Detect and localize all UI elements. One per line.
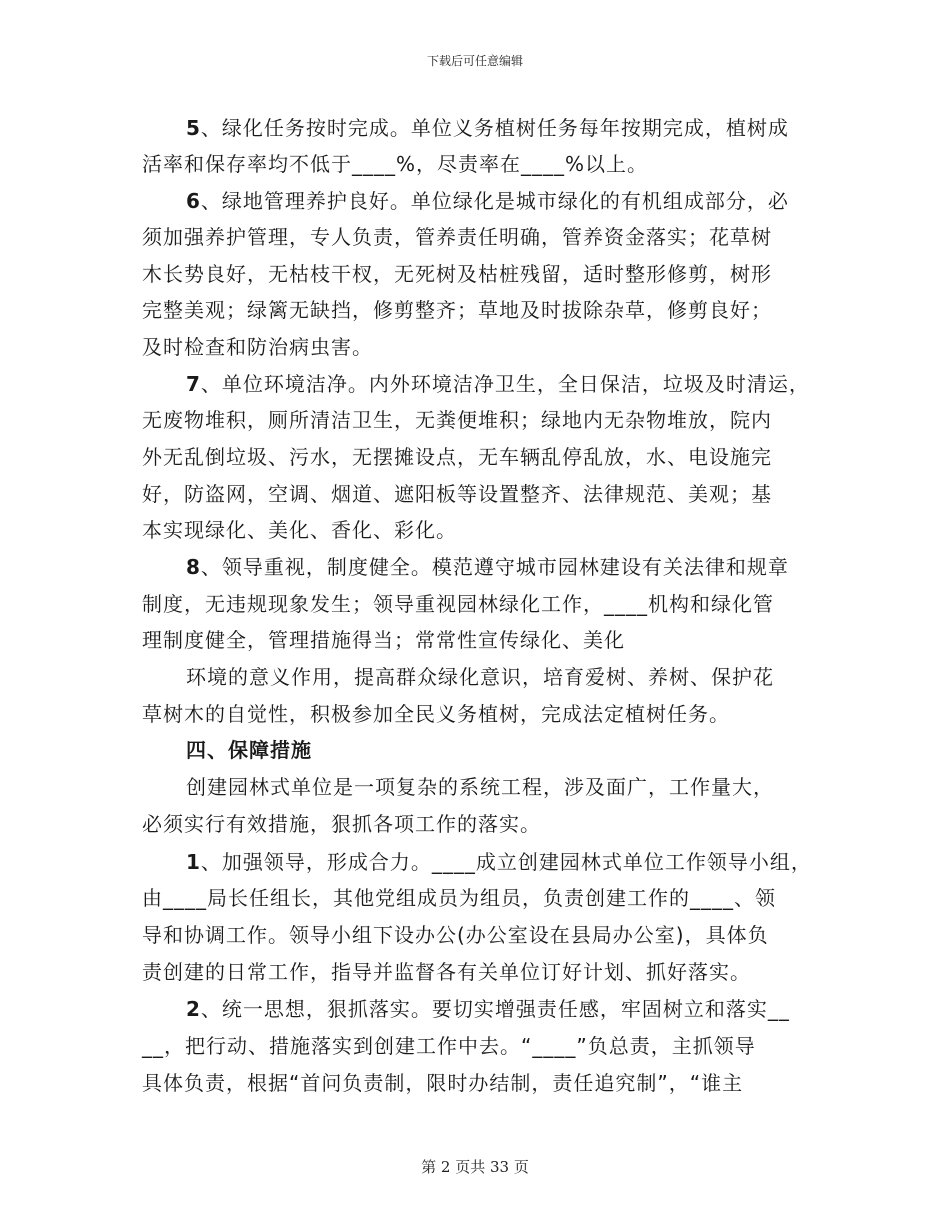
paragraph-line: 环境的意义作用，提高群众绿化意识，培育爱树、养树、保护花 xyxy=(186,665,774,689)
paragraph-line: 理制度健全，管理措施得当；常常性宣传绿化、美化 xyxy=(142,628,625,652)
paragraph-line: 外无乱倒垃圾、污水，无摆摊设点，无车辆乱停乱放，水、电设施完 xyxy=(142,445,772,469)
paragraph-line: 活率和保存率均不低于____%，尽责率在____%以上。 xyxy=(142,152,649,176)
paragraph-line: 好，防盗网，空调、烟道、遮阳板等设置整齐、法律规范、美观；基 xyxy=(142,482,772,506)
paragraph-line: 必须实行有效措施，狠抓各项工作的落实。 xyxy=(142,812,541,836)
paragraph-line: 导和协调工作。领导小组下设办公(办公室设在县局办公室)，具体负 xyxy=(142,923,769,947)
paragraph-line: 7、单位环境洁净。内外环境洁净卫生，全日保洁，垃圾及时清运， xyxy=(186,372,810,396)
paragraph-line: 须加强养护管理，专人负责，管养责任明确，管养资金落实；花草树 xyxy=(142,225,772,249)
paragraph-line: 木长势良好，无枯枝干杈，无死树及枯桩残留，适时整形修剪，树形 xyxy=(142,262,772,286)
paragraph-line: 无废物堆积，厕所清洁卫生，无粪便堆积；绿地内无杂物堆放，院内 xyxy=(142,408,772,432)
paragraph-line: 5、绿化任务按时完成。单位义务植树任务每年按期完成，植树成 xyxy=(186,116,789,140)
paragraph-line: 创建园林式单位是一项复杂的系统工程，涉及面广，工作量大， xyxy=(186,775,774,799)
paragraph-line: 1、加强领导，形成合力。____成立创建园林式单位工作领导小组， xyxy=(186,850,812,874)
paragraph-line: 完整美观；绿篱无缺挡，修剪整齐；草地及时拔除杂草，修剪良好； xyxy=(142,298,772,322)
paragraph-line: 及时检查和防治病虫害。 xyxy=(142,335,373,359)
paragraph-line: 本实现绿化、美化、香化、彩化。 xyxy=(142,518,457,542)
page-header: 下载后可任意编辑 xyxy=(426,54,523,68)
paragraph-line: 6、绿地管理养护良好。单位绿化是城市绿化的有机组成部分，必 xyxy=(186,189,789,213)
paragraph-line: __，把行动、措施落实到创建工作中去。“____”负总责，主抓领导 xyxy=(142,1034,756,1058)
page-footer: 第 2 页共 33 页 xyxy=(421,1158,529,1176)
paragraph-line: 8、领导重视，制度健全。模范遵守城市园林建设有关法律和规章 xyxy=(186,555,789,579)
paragraph-line: 由____局长任组长，其他党组成员为组员，负责创建工作的____、领 xyxy=(142,886,776,910)
paragraph-line: 草树木的自觉性，积极参加全民义务植树，完成法定植树任务。 xyxy=(142,702,730,726)
paragraph-line: 责创建的日常工作，指导并监督各有关单位订好计划、抓好落实。 xyxy=(142,960,751,984)
paragraph-line: 2、统一思想，狠抓落实。要切实增强责任感，牢固树立和落实__ xyxy=(186,997,790,1021)
paragraph-line: 具体负责，根据“首问负责制，限时办结制，责任追究制”，“谁主 xyxy=(142,1071,744,1095)
section-heading: 四、保障措施 xyxy=(186,738,312,762)
paragraph-line: 制度，无违规现象发生；领导重视园林绿化工作，____机构和绿化管 xyxy=(142,592,774,616)
